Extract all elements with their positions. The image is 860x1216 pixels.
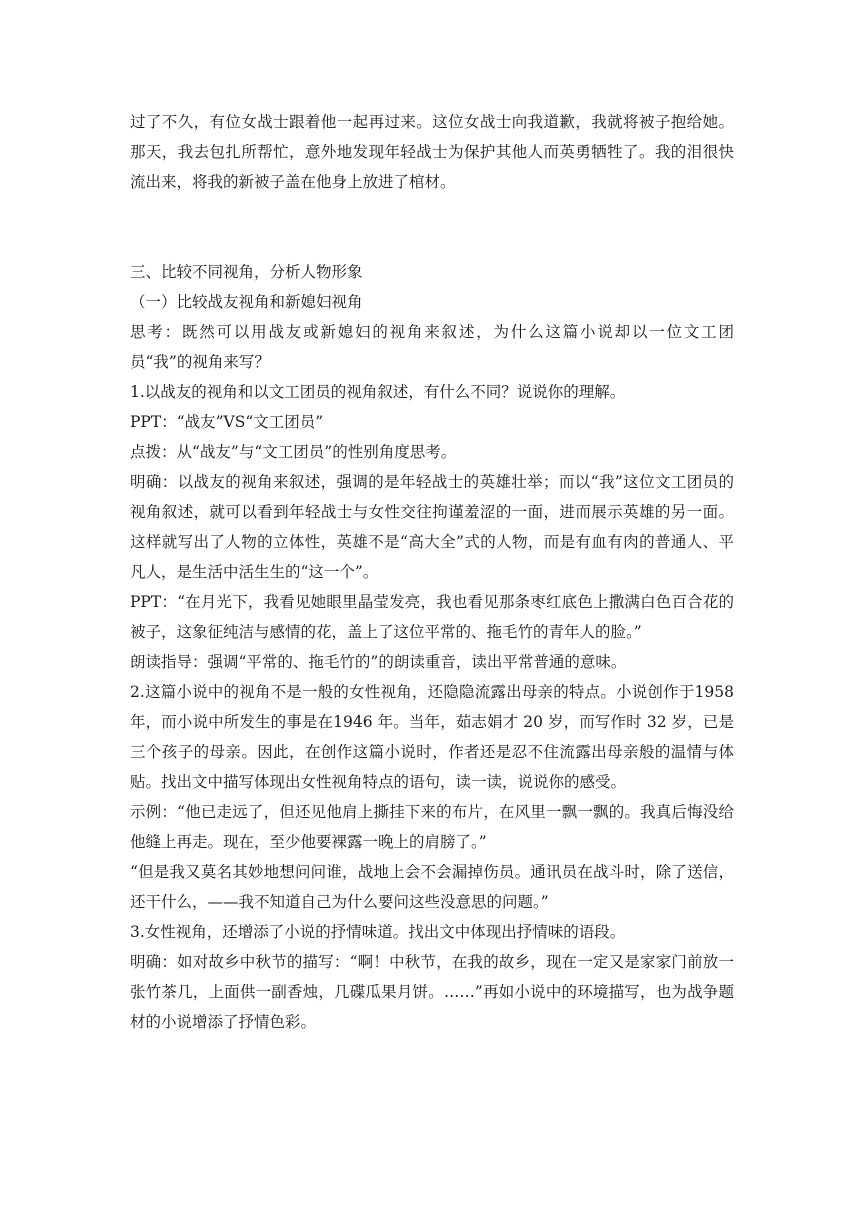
paragraph-example-1: 示例：“他已走远了，但还见他肩上撕挂下来的布片，在风里一飘一飘的。我真后悔没给他缝上再走。现在，至少他要裸露一晚上的肩膀了。” <box>130 803 734 851</box>
paragraph-item-3: 3.女性视角，还增添了小说的抒情味道。找出文中体现出抒情味的语段。 <box>130 923 626 941</box>
paragraph-item-2: 2.这篇小说中的视角不是一般的女性视角，还隐隐流露出母亲的特点。小说创作于1958年，而小说中所发生的事是在1946 年。当年，茹志娟才 20 岁，而写作时 32 岁，已是三个孩子的母亲。因此，在创作这篇小说时，作者还是忍不住流露出母亲般的温情与体贴。找出文中描写体现出女性视角特点的语句，读一读，说说你的感受。 <box>130 683 734 791</box>
paragraph-item-1: 1.以战友的视角和以文工团员的视角叙述，有什么不同？说说你的理解。 <box>130 383 626 401</box>
paragraph-clarification-2: 明确：如对故乡中秋节的描写：“啊！中秋节，在我的故乡，现在一定又是家家门前放一张竹茶几，上面供一副香烛，几碟瓜果月饼。……”再如小说中的环境描写，也为战争题材的小说增添了抒情色彩。 <box>130 953 734 1031</box>
paragraph-hint: 点拨：从“战友”与“文工团员”的性别角度思考。 <box>130 443 457 461</box>
paragraph-question: 思考：既然可以用战友或新媳妇的视角来叙述，为什么这篇小说却以一位文工团员“我”的视角来写？ <box>130 323 734 371</box>
subsection-heading: （一）比较战友视角和新媳妇视角 <box>130 293 363 311</box>
section-heading: 三、比较不同视角，分析人物形象 <box>130 263 363 281</box>
document-body <box>130 107 734 1037</box>
paragraph-story-summary: 过了不久，有位女战士跟着他一起再过来。这位女战士向我道歉，我就将被子抱给她。那天，我去包扎所帮忙，意外地发现年轻战士为保护其他人而英勇牺牲了。我的泪很快流出来，将我的新被子盖在他身上放进了棺材。 <box>130 113 734 191</box>
paragraph-reading-guide: 朗读指导：强调“平常的、拖毛竹的”的朗读重音，读出平常普通的意味。 <box>130 653 627 671</box>
paragraph-example-2: “但是我又莫名其妙地想问问谁，战地上会不会漏掉伤员。通讯员在战斗时，除了送信，还干什么，——我不知道自己为什么要问这些没意思的问题。” <box>130 863 734 911</box>
paragraph-clarification-1: 明确：以战友的视角来叙述，强调的是年轻战士的英雄壮举；而以“我”这位文工团员的视角叙述，就可以看到年轻战士与女性交往拘谨羞涩的一面，进而展示英雄的另一面。这样就写出了人物的立体性，英雄不是“高大全”式的人物，而是有血有肉的普通人、平凡人，是生活中活生生的“这一个”。 <box>130 473 734 581</box>
paragraph-ppt-2: PPT：“在月光下，我看见她眼里晶莹发亮，我也看见那条枣红底色上撒满白色百合花的被子，这象征纯洁与感情的花，盖上了这位平常的、拖毛竹的青年人的脸。” <box>130 593 734 641</box>
paragraph-ppt-1: PPT：“战友”VS“文工团员” <box>130 413 324 431</box>
blank-line-spacer <box>130 197 734 257</box>
